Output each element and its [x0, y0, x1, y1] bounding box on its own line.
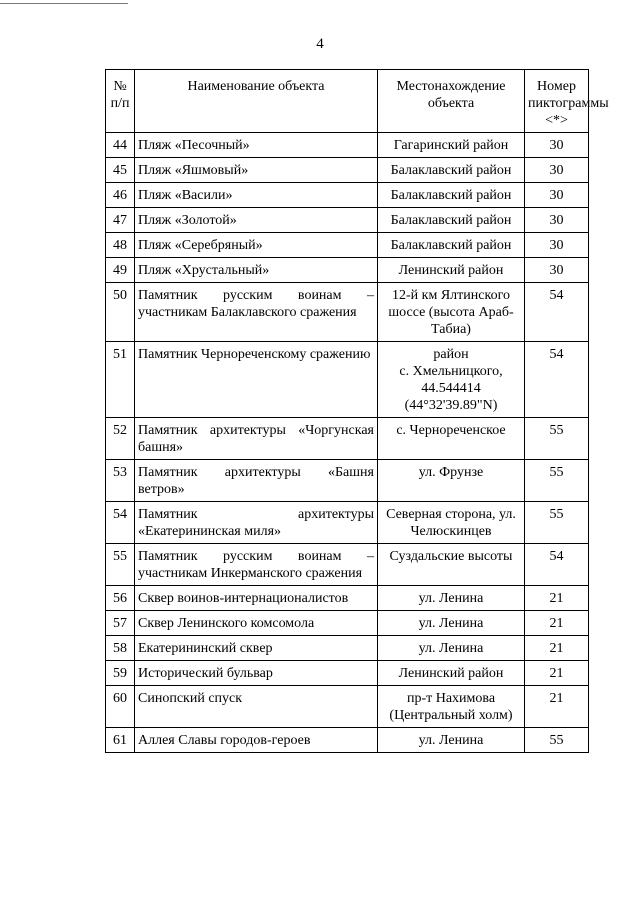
pictogram-number: 30: [525, 233, 589, 258]
row-number: 57: [106, 611, 135, 636]
object-name: Пляж «Серебряный»: [135, 233, 378, 258]
row-number: 58: [106, 636, 135, 661]
pictogram-number: 21: [525, 636, 589, 661]
row-number: 45: [106, 158, 135, 183]
object-location: Балаклавский район: [378, 208, 525, 233]
pictogram-number: 21: [525, 661, 589, 686]
row-number: 59: [106, 661, 135, 686]
table-row: [106, 502, 589, 544]
header-object-name: Наименование объекта: [135, 70, 378, 133]
pictogram-number: 55: [525, 418, 589, 460]
table-row: [106, 208, 589, 233]
page-number: 4: [316, 36, 324, 52]
row-number: 61: [106, 728, 135, 753]
object-location: Ленинский район: [378, 661, 525, 686]
object-name: Памятник русским воинам – участникам Инкерманского сражения: [135, 544, 378, 586]
row-number: 50: [106, 283, 135, 342]
row-number: 60: [106, 686, 135, 728]
object-location: ул. Ленина: [378, 636, 525, 661]
object-location: 12-й км Ялтинского шоссе (высота Араб-Табиа): [378, 283, 525, 342]
pictogram-number: 30: [525, 133, 589, 158]
object-location: пр-т Нахимова (Центральный холм): [378, 686, 525, 728]
object-name: Аллея Славы городов-героев: [135, 728, 378, 753]
table-row: [106, 418, 589, 460]
table-row: [106, 342, 589, 418]
row-number: 56: [106, 586, 135, 611]
table-row: [106, 728, 589, 753]
table-row: [106, 183, 589, 208]
pictogram-number: 30: [525, 158, 589, 183]
table-row: [106, 586, 589, 611]
table-row: [106, 133, 589, 158]
table-row: [106, 611, 589, 636]
top-left-rule: [0, 3, 128, 4]
header-number: № п/п: [106, 70, 135, 133]
row-number: 54: [106, 502, 135, 544]
pictogram-number: 54: [525, 342, 589, 418]
pictogram-number: 55: [525, 460, 589, 502]
object-name: Памятник русским воинам – участникам Балаклавского сражения: [135, 283, 378, 342]
object-name: Сквер воинов-интернационалистов: [135, 586, 378, 611]
row-number: 53: [106, 460, 135, 502]
object-name: Пляж «Яшмовый»: [135, 158, 378, 183]
table-row: [106, 158, 589, 183]
row-number: 49: [106, 258, 135, 283]
table-row: [106, 283, 589, 342]
pictogram-number: 30: [525, 208, 589, 233]
pictogram-number: 30: [525, 258, 589, 283]
row-number: 55: [106, 544, 135, 586]
header-pictogram-number: Номер пиктограммы <*>: [525, 70, 589, 133]
table-row: [106, 661, 589, 686]
object-location: ул. Фрунзе: [378, 460, 525, 502]
pictogram-number: 54: [525, 283, 589, 342]
object-location: Северная сторона, ул. Челюскинцев: [378, 502, 525, 544]
pictogram-number: 21: [525, 586, 589, 611]
object-location: Балаклавский район: [378, 183, 525, 208]
pictogram-number: 55: [525, 502, 589, 544]
row-number: 52: [106, 418, 135, 460]
object-location: Балаклавский район: [378, 233, 525, 258]
object-location: Суздальские высоты: [378, 544, 525, 586]
object-location: район с. Хмельницкого, 44.544414 (44°32'39.89"N): [378, 342, 525, 418]
object-location: Балаклавский район: [378, 158, 525, 183]
table-row: [106, 460, 589, 502]
object-name: Екатерининский сквер: [135, 636, 378, 661]
object-name: Пляж «Хрустальный»: [135, 258, 378, 283]
pictogram-number: 30: [525, 183, 589, 208]
object-location: Гагаринский район: [378, 133, 525, 158]
row-number: 44: [106, 133, 135, 158]
objects-table: [105, 69, 609, 753]
object-name: Памятник архитектуры «Башня ветров»: [135, 460, 378, 502]
row-number: 51: [106, 342, 135, 418]
object-name: Пляж «Золотой»: [135, 208, 378, 233]
object-location: ул. Ленина: [378, 586, 525, 611]
pictogram-number: 54: [525, 544, 589, 586]
object-location: ул. Ленина: [378, 728, 525, 753]
object-name: Пляж «Васили»: [135, 183, 378, 208]
object-name: Памятник Чернореченскому сражению: [135, 342, 378, 418]
table-row: [106, 544, 589, 586]
object-name: Сквер Ленинского комсомола: [135, 611, 378, 636]
object-location: Ленинский район: [378, 258, 525, 283]
pictogram-number: 55: [525, 728, 589, 753]
table-row: [106, 686, 589, 728]
object-name: Синопский спуск: [135, 686, 378, 728]
table-row: [106, 258, 589, 283]
pictogram-number: 21: [525, 686, 589, 728]
header-location: Местонахождение объекта: [378, 70, 525, 133]
table-row: [106, 636, 589, 661]
pictogram-number: 21: [525, 611, 589, 636]
row-number: 47: [106, 208, 135, 233]
table-row: [106, 233, 589, 258]
object-location: ул. Ленина: [378, 611, 525, 636]
table-header-row: [106, 70, 589, 133]
row-number: 46: [106, 183, 135, 208]
object-name: Пляж «Песочный»: [135, 133, 378, 158]
object-name: Исторический бульвар: [135, 661, 378, 686]
object-name: Памятник архитектуры «Чоргунская башня»: [135, 418, 378, 460]
object-location: с. Чернореченское: [378, 418, 525, 460]
object-name: Памятник архитектуры «Екатерининская миля»: [135, 502, 378, 544]
row-number: 48: [106, 233, 135, 258]
